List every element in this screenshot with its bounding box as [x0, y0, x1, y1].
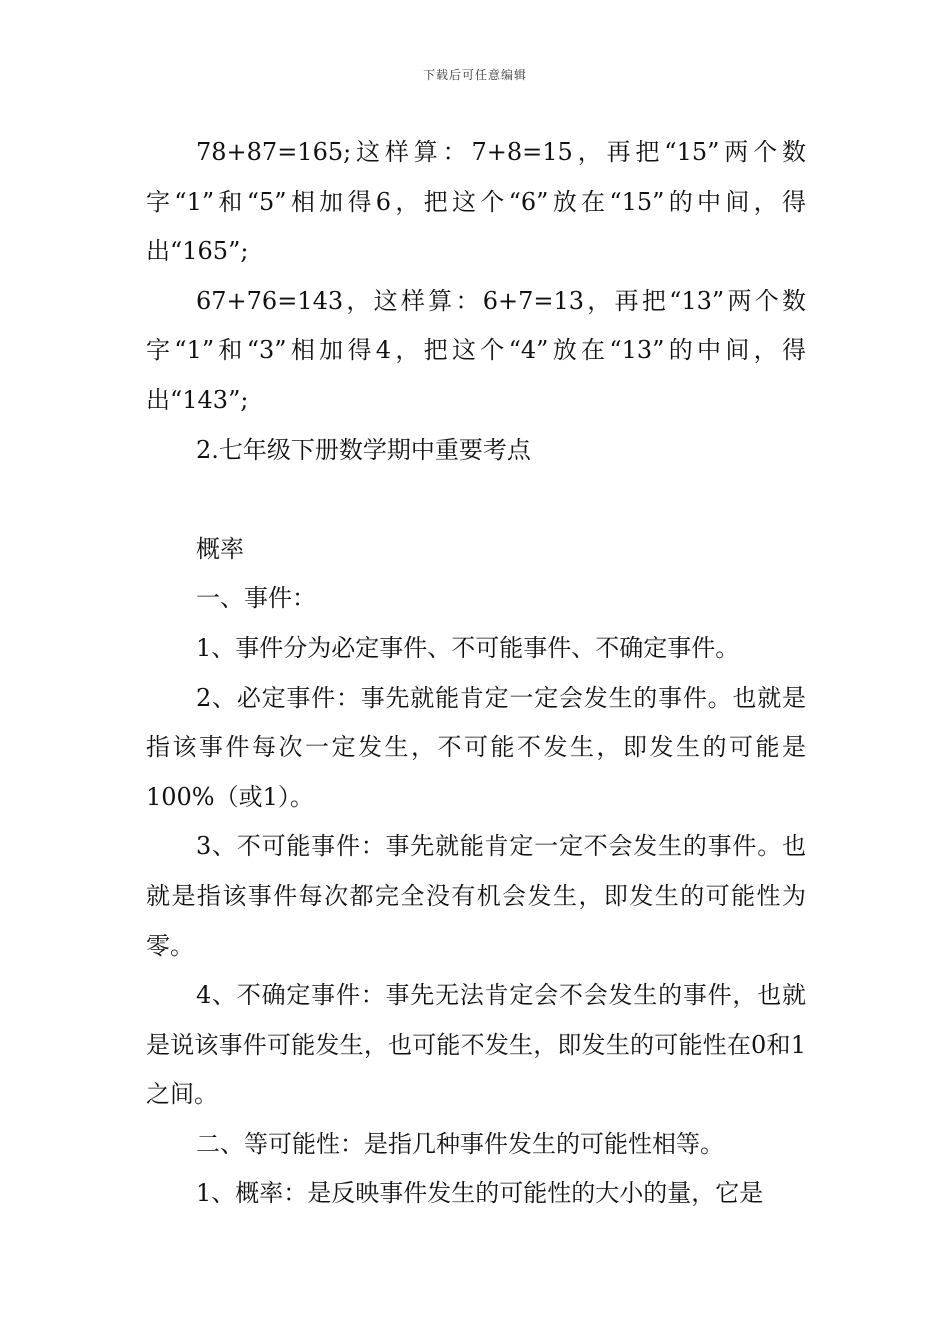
blank-line: [146, 475, 806, 525]
subheading-equal-possibility: 二、等可能性：是指几种事件发生的可能性相等。: [196, 1129, 724, 1158]
paragraph-probability-definition: 1、概率：是反映事件发生的可能性的大小的量，它是: [196, 1179, 764, 1208]
paragraph-event-types: 1、事件分为必定事件、不可能事件、不确定事件。: [196, 633, 740, 662]
paragraph-sum-example-165: 78+87=165;这样算：7+8=15，再把“15”两个数字“1”和“5”相加得6，把这个“6”放在“15”的中间，得出“165”;: [146, 138, 806, 266]
paragraph-sum-example-143: 67+76=143，这样算：6+7=13，再把“13”两个数字“1”和“3”相加得4，把这个“4”放在“13”的中间，得出“143”;: [146, 286, 806, 414]
subheading-events: 一、事件：: [196, 584, 316, 613]
section-heading-exam-points: 2.七年级下册数学期中重要考点: [196, 435, 531, 464]
topic-heading-probability: 概率: [196, 534, 244, 563]
paragraph-impossible-event: 3、不可能事件：事先就能肯定一定不会发生的事件。也就是指该事件每次都完全没有机会发生，即发生的可能性为零。: [146, 832, 806, 960]
document-body: [146, 128, 806, 1219]
page-header: 下载后可任意编辑: [422, 68, 527, 82]
paragraph-uncertain-event: 4、不确定事件：事先无法肯定会不会发生的事件，也就是说该事件可能发生，也可能不发生，即发生的可能性在0和1之间。: [146, 981, 806, 1109]
paragraph-certain-event: 2、必定事件：事先就能肯定一定会发生的事件。也就是指该事件每次一定发生，不可能不发生，即发生的可能是100%（或1）。: [146, 683, 806, 811]
